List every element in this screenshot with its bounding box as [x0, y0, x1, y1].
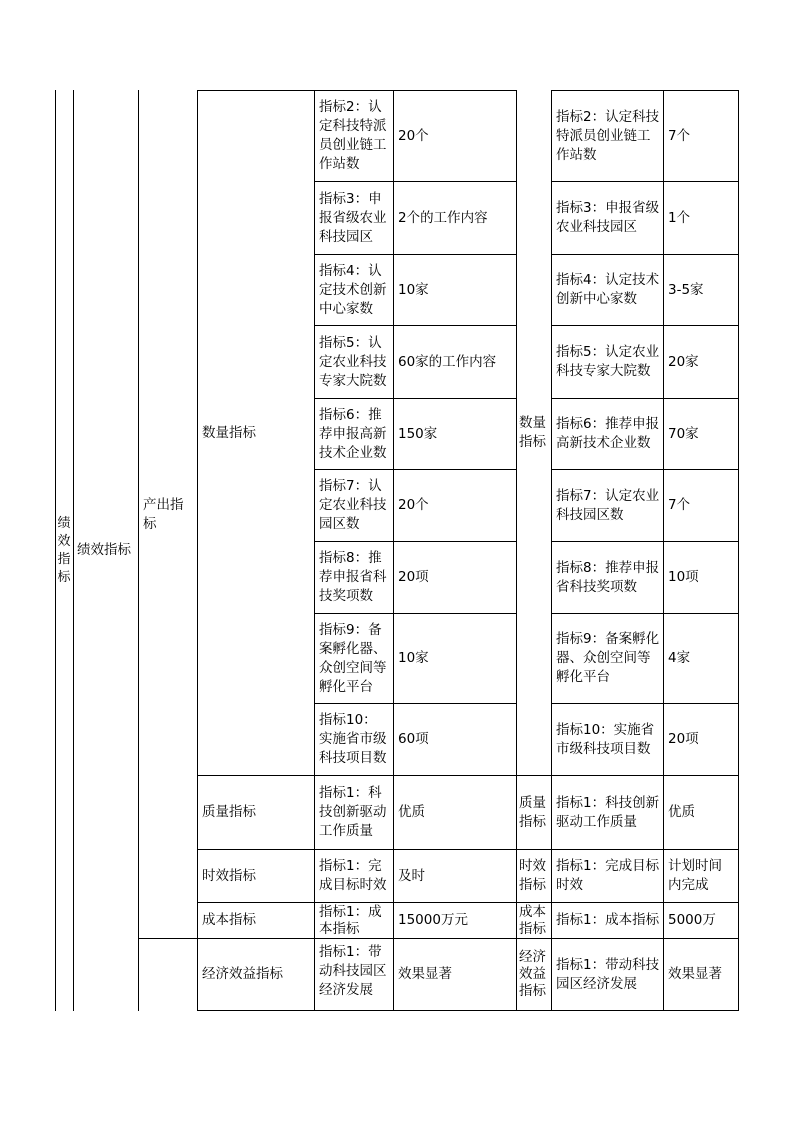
quantity-row-name-right-text: 指标5：认定农业科技专家大院数 [556, 344, 660, 379]
category-level2 [74, 91, 138, 1010]
quantity-row-name-right-text: 指标9：备案孵化器、众创空间等孵化平台 [556, 631, 660, 685]
timeliness-label-right: 时效指标 [519, 858, 546, 893]
quantity-label-right: 数量指标 [519, 415, 546, 450]
quantity-row-actual-text: 4家 [668, 650, 691, 666]
cost-name-text: 指标1：成本指标 [319, 903, 382, 937]
cost-target [394, 903, 516, 938]
quantity-row-name [315, 614, 393, 703]
quantity-row-actual-text: 3-5家 [668, 281, 704, 298]
cost-label-right-cell [517, 903, 551, 938]
cost-label-cell [198, 903, 314, 938]
quantity-row-name-text: 指标5：认定农业科技专家大院数 [319, 334, 387, 389]
cost-name-right-text: 指标1：成本指标 [556, 912, 660, 928]
quantity-row-target [394, 542, 516, 613]
quantity-row-target-text: 20个 [398, 127, 429, 144]
quantity-row-name-right-text: 指标8：推荐申报省科技奖项数 [556, 559, 660, 595]
timeliness-label: 时效指标 [202, 867, 256, 884]
timeliness-label-right-cell [517, 850, 551, 902]
quantity-row-target [394, 255, 516, 325]
economic-name-right-text: 指标1：带动科技园区经济发展 [556, 957, 660, 992]
timeliness-label-cell [198, 850, 314, 902]
quantity-row-actual [664, 326, 738, 398]
economic-label-right: 经济效益指标 [519, 949, 546, 999]
quantity-row-name-right-text: 指标7：认定农业科技园区数 [556, 487, 660, 523]
cost-label-right: 成本指标 [519, 903, 546, 937]
grid-line [197, 1010, 739, 1011]
quality-label-right-cell [517, 776, 551, 849]
quantity-label-right-cell [517, 91, 551, 775]
economic-name [315, 939, 393, 1010]
quantity-row-target [394, 399, 516, 469]
quantity-row-actual-text: 10项 [668, 569, 699, 585]
quantity-row-target-text: 150家 [398, 425, 438, 442]
quantity-row-target-text: 60家的工作内容 [398, 353, 497, 370]
quantity-row-actual-text: 7个 [668, 497, 691, 513]
quantity-row-target [394, 704, 516, 775]
economic-target [394, 939, 516, 1010]
quantity-row-target [394, 614, 516, 703]
category-level2-label: 绩效指标 [77, 542, 131, 558]
quantity-row-actual [664, 704, 738, 775]
quantity-row-name-text: 指标10：实施省市级科技项目数 [319, 712, 387, 766]
quantity-row-name-right [552, 704, 663, 775]
timeliness-name-text: 指标1：完成目标时效 [319, 858, 387, 893]
quantity-row-name-right-text: 指标6：推荐申报高新技术企业数 [556, 416, 660, 451]
quantity-row-name-right [552, 182, 663, 254]
quantity-row-name-right [552, 91, 663, 181]
cost-label: 成本指标 [202, 912, 256, 928]
quantity-row-name [315, 704, 393, 775]
timeliness-name-right-text: 指标1：完成目标时效 [556, 858, 660, 893]
quantity-row-actual [664, 91, 738, 181]
quantity-row-name-right [552, 470, 663, 541]
timeliness-name [315, 850, 393, 902]
category-level1 [56, 91, 73, 1010]
quantity-row-name-right-text: 指标4：认定技术创新中心家数 [556, 272, 660, 307]
timeliness-actual-text: 计划时间内完成 [668, 858, 722, 893]
quantity-row-actual-text: 7个 [668, 127, 691, 144]
quality-name-right [552, 776, 663, 849]
quantity-row-name-right-text: 指标10：实施省市级科技项目数 [556, 721, 655, 757]
quantity-row-name [315, 91, 393, 181]
quantity-label: 数量指标 [202, 424, 256, 441]
quantity-row-actual [664, 182, 738, 254]
quantity-row-target [394, 470, 516, 541]
quantity-row-actual [664, 399, 738, 469]
quantity-row-name [315, 326, 393, 398]
timeliness-actual [664, 850, 738, 902]
quantity-row-actual-text: 20项 [668, 731, 699, 747]
quantity-row-name [315, 542, 393, 613]
quantity-row-actual-text: 1个 [668, 209, 691, 226]
quantity-row-name-right [552, 614, 663, 703]
quantity-label-cell [198, 91, 314, 775]
economic-label: 经济效益指标 [202, 966, 283, 982]
cost-actual-text: 5000万 [668, 912, 716, 928]
cost-name [315, 903, 393, 938]
quality-name-text: 指标1：科技创新驱动工作质量 [319, 785, 387, 839]
quantity-row-name-right-text: 指标2：认定科技特派员创业链工作站数 [556, 108, 660, 163]
quantity-row-actual-text: 20家 [668, 353, 699, 370]
quantity-row-actual [664, 614, 738, 703]
quantity-row-name [315, 470, 393, 541]
quantity-row-actual [664, 542, 738, 613]
quantity-row-name-text: 指标4：认定技术创新中心家数 [319, 262, 387, 317]
quantity-row-name-text: 指标9：备案孵化器、众创空间等孵化平台 [319, 621, 387, 695]
quantity-row-target-text: 10家 [398, 650, 429, 666]
timeliness-target-text: 及时 [398, 867, 425, 884]
quantity-row-target-text: 2个的工作内容 [398, 209, 488, 226]
economic-actual [664, 939, 738, 1010]
output-indicator-label: 产出指标 [143, 496, 184, 532]
quality-name [315, 776, 393, 849]
quantity-row-target-text: 20个 [398, 497, 429, 513]
quantity-row-name [315, 182, 393, 254]
quantity-row-actual [664, 470, 738, 541]
category-level1-label: 绩效指标 [57, 515, 71, 585]
quality-target [394, 776, 516, 849]
economic-label-cell [198, 939, 314, 1010]
quality-label-right: 质量指标 [519, 794, 546, 830]
quantity-row-name-right [552, 326, 663, 398]
output-indicator-cell [139, 91, 197, 938]
quantity-row-target [394, 91, 516, 181]
quantity-row-target-text: 20项 [398, 569, 429, 585]
timeliness-target [394, 850, 516, 902]
quantity-row-name [315, 255, 393, 325]
economic-name-right [552, 939, 663, 1010]
quantity-row-target [394, 182, 516, 254]
quality-actual [664, 776, 738, 849]
grid-line [738, 90, 739, 1011]
quantity-row-name [315, 399, 393, 469]
quantity-row-target-text: 60项 [398, 731, 429, 747]
quantity-row-name-text: 指标3：申报省级农业科技园区 [319, 190, 387, 245]
quality-target-text: 优质 [398, 804, 425, 820]
economic-label-right-cell [517, 939, 551, 1010]
quantity-row-name-text: 指标7：认定农业科技园区数 [319, 478, 387, 532]
quantity-row-name-text: 指标2：认定科技特派员创业链工作站数 [319, 99, 387, 172]
economic-target-text: 效果显著 [398, 966, 452, 982]
quantity-row-actual-text: 70家 [668, 425, 699, 442]
quantity-row-name-right-text: 指标3：申报省级农业科技园区 [556, 200, 660, 235]
quantity-row-name-right [552, 255, 663, 325]
quality-label-cell [198, 776, 314, 849]
quantity-row-target-text: 10家 [398, 281, 429, 298]
economic-name-text: 指标1：带动科技园区经济发展 [319, 944, 387, 998]
quality-name-right-text: 指标1：科技创新驱动工作质量 [556, 794, 660, 830]
quantity-row-name-text: 指标8：推荐申报省科技奖项数 [319, 550, 387, 604]
quantity-row-name-right [552, 399, 663, 469]
quality-label: 质量指标 [202, 804, 256, 820]
economic-actual-text: 效果显著 [668, 966, 722, 982]
quantity-row-name-right [552, 542, 663, 613]
quantity-row-name-text: 指标6：推荐申报高新技术企业数 [319, 406, 387, 461]
cost-name-right [552, 903, 663, 938]
quantity-row-actual [664, 255, 738, 325]
quality-actual-text: 优质 [668, 804, 695, 820]
cost-actual [664, 903, 738, 938]
timeliness-name-right [552, 850, 663, 902]
cost-target-text: 15000万元 [398, 912, 468, 928]
quantity-row-target [394, 326, 516, 398]
